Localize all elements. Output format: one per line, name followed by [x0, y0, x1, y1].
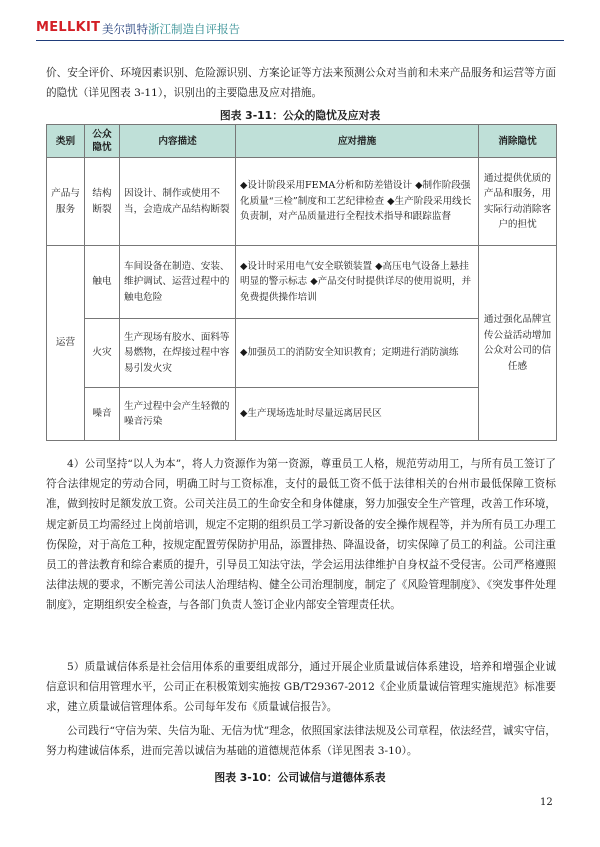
row-concern: 结构断裂 — [85, 158, 120, 246]
concern-table — [46, 124, 557, 441]
row-description: 生产过程中会产生轻微的噪音污染 — [120, 388, 236, 441]
header-title — [102, 21, 240, 37]
company-logo: MELLKIT — [36, 20, 101, 35]
row-description: 生产现场有胶水、面料等易燃物，在焊接过程中容易引发火灾 — [120, 319, 236, 388]
row-category: 运营 — [47, 246, 85, 441]
header-description: 内容描述 — [120, 125, 236, 158]
table-caption: 图表 3-11：公众的隐忧及应对表 — [219, 109, 381, 122]
table-caption-2: 图表 3-10：公司诚信与道德体系表 — [214, 771, 386, 784]
row-measures: ◆设计时采用电气安全联锁装置 ◆高压电气设备上悬挂明显的警示标志 ◆产品交付时提供详尽的使用说明，并免费提供操作培训 — [236, 246, 479, 319]
row-concern: 噪音 — [85, 388, 120, 441]
row-measures: ◆设计阶段采用FEMA分析和防差错设计 ◆制作阶段强化质量“三检”制度和工艺纪律检查 ◆生产阶段采用线长负责制，对产品质量进行全程技术指导和跟踪监督 — [236, 158, 479, 246]
header-title-main: 美尔凯特 — [102, 22, 148, 36]
row-concern: 触电 — [85, 246, 120, 319]
paragraph-5: 5）质量诚信体系是社会信用体系的重要组成部分，通过开展企业质量诚信体系建设，培养和增强企业诚信意识和信用管理水平，公司正在积极策划实施按 GB/T29367-2012《企业质量诚信管理实施规范》标准要求，建立质量诚信管理体系。公司每年发布《质量诚信报告》。 — [46, 661, 556, 714]
page-number: 12 — [540, 797, 553, 808]
paragraph-6: 公司践行“守信为荣、失信为耻、无信为忧”理念，依照国家法律法规及公司章程，依法经营，诚实守信，努力构建诚信体系，进而完善以诚信为基础的道德规范体系（详见图表 3-10）。 — [46, 725, 556, 758]
header-category: 类别 — [47, 125, 85, 158]
header-eliminate: 消除隐忧 — [479, 125, 557, 158]
row-eliminate: 通过强化品牌宣传公益活动增加公众对公司的信任感 — [479, 246, 557, 441]
row-measures: ◆加强员工的消防安全知识教育；定期进行消防演练 — [236, 319, 479, 388]
row-concern: 火灾 — [85, 319, 120, 388]
table-row — [47, 158, 557, 246]
header-title-tail: 浙江制造自评报告 — [148, 22, 240, 36]
header-measures: 应对措施 — [236, 125, 479, 158]
intro-paragraph: 价、安全评价、环境因素识别、危险源识别、方案论证等方法来预测公众对当前和未来产品服务和运营等方面的隐忧（详见图表 3-11），识别出的主要隐患及应对措施。 — [46, 67, 556, 100]
table-row — [47, 246, 557, 319]
row-description: 车间设备在制造、安装、维护调试、运营过程中的触电危险 — [120, 246, 236, 319]
page-header — [36, 16, 564, 41]
row-eliminate: 通过提供优质的产品和服务，用实际行动消除客户的担忧 — [479, 158, 557, 246]
table-header-row — [47, 125, 557, 158]
row-category: 产品与服务 — [47, 158, 85, 246]
header-concern: 公众隐忧 — [85, 125, 120, 158]
paragraph-4: 4）公司坚持“以人为本”，将人力资源作为第一资源，尊重员工人格，规范劳动用工，与所有员工签订了符合法律规定的劳动合同，明确工时与工资标准，支付的最低工资不低于法律相关的台州市最低保障工资标准，做到按时足额发放工资。公司关注员工的生命安全和身体健康，努力加强安全生产管理，改善工作环境，规定新员工均需经过上岗前培训，规定不定期的组织员工学习新设备的安全操作规程等，并为所有员工办理工伤保险，对于高危工种，按规定配置劳保防护用品，添置排热、降温设备，切实保障了员工的利益。公司注重员工的普法教育和综合素质的提升，引导员工知法守法，学会运用法律维护自身权益不受侵害。公司严格遵照法律法规的要求，不断完善公司法人治理结构、健全公司治理制度，制定了《风险管理制度》、《突发事件处理制度》，定期组织安全检查，与各部门负责人签订企业内部安全管理责任状。 — [46, 458, 556, 612]
row-measures: ◆生产现场选址时尽量远离居民区 — [236, 388, 479, 441]
row-description: 因设计、制作或使用不当，会造成产品结构断裂 — [120, 158, 236, 246]
